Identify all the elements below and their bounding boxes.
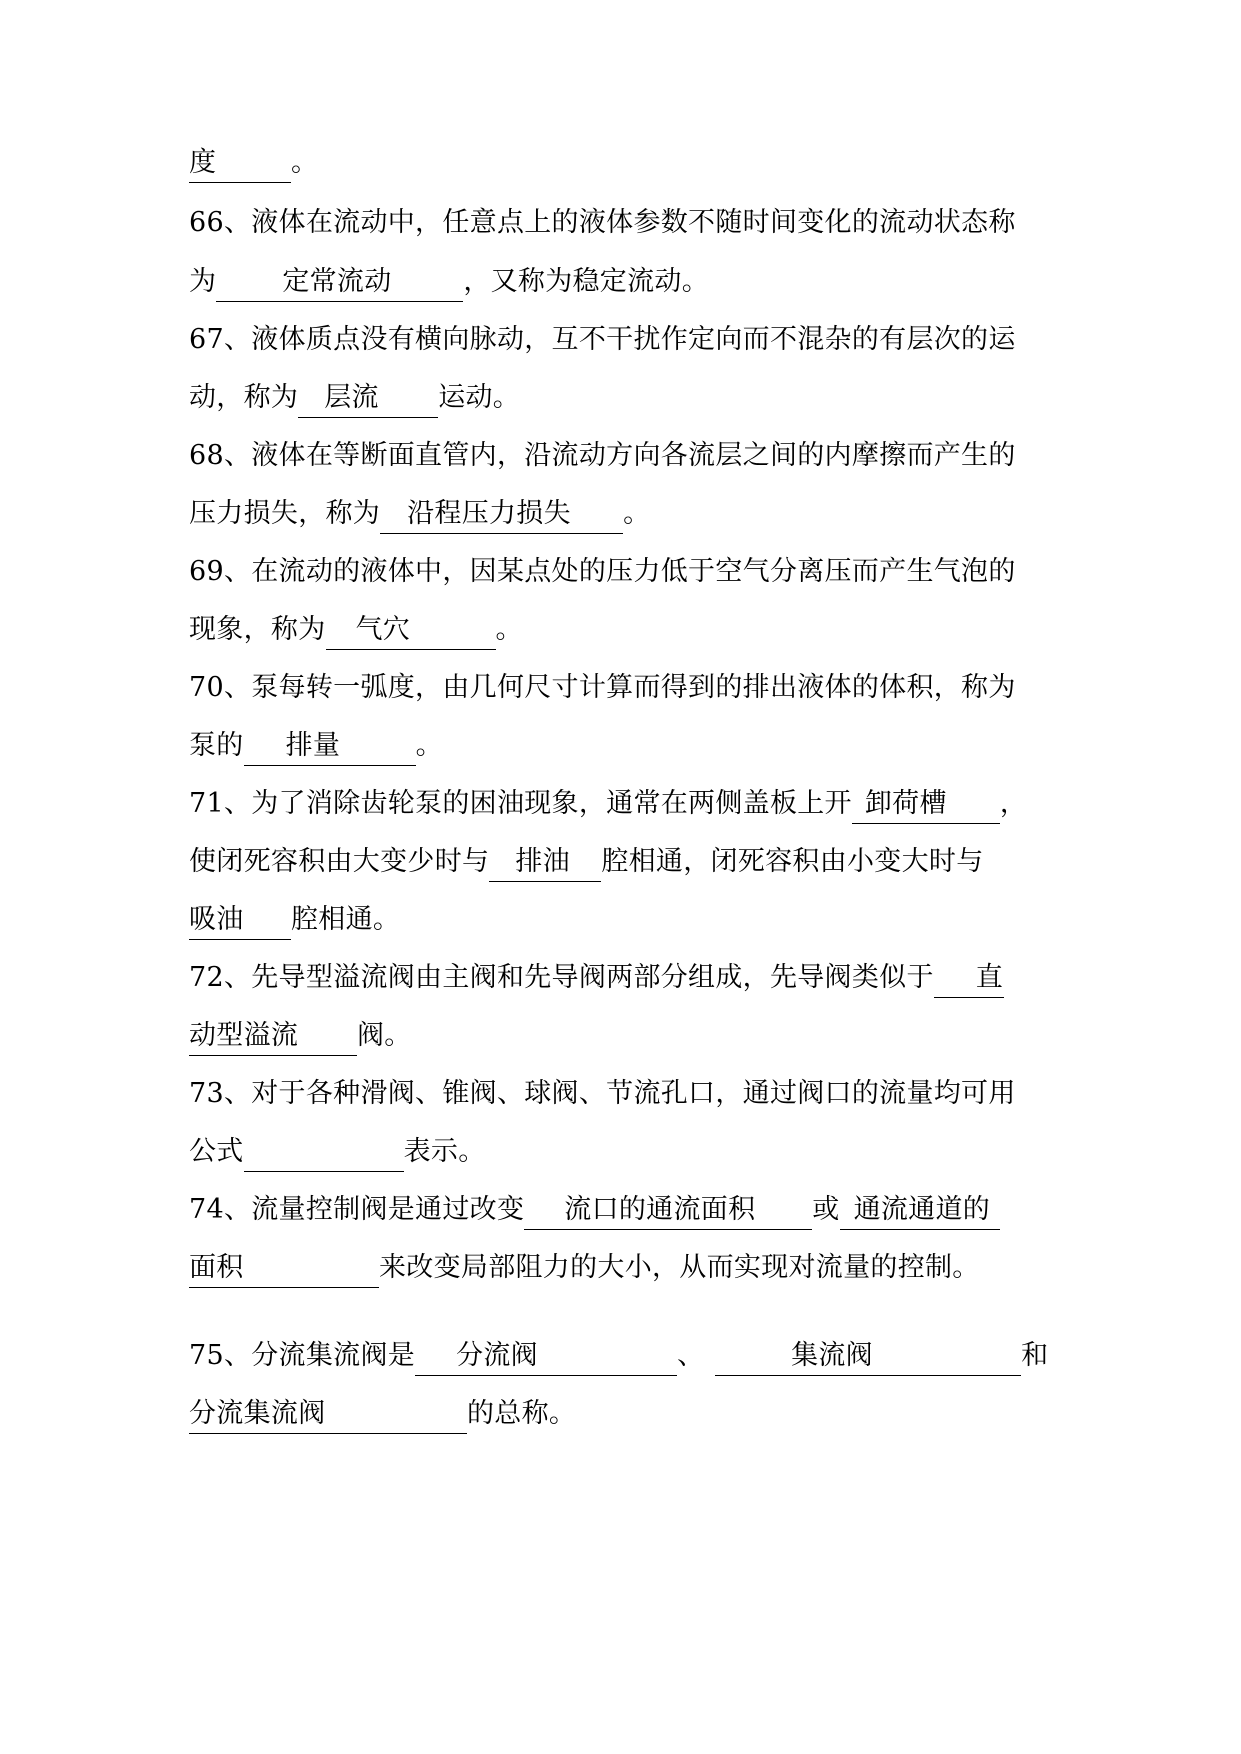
q72-post: 阀。 <box>357 1020 412 1051</box>
q74-line2 <box>189 1248 1059 1288</box>
q70-line2 <box>189 726 1059 766</box>
q74-line1 <box>189 1190 1059 1230</box>
q69-pre: 现象，称为 <box>189 614 326 645</box>
q71-line2 <box>189 842 1059 882</box>
q66-text: 66、液体在流动中，任意点上的液体参数不随时间变化的流动状态称 <box>189 207 1016 238</box>
q71-pre: 71、为了消除齿轮泵的困油现象，通常在两侧盖板上开 <box>189 788 852 819</box>
q68-post: 。 <box>623 498 651 529</box>
q71-answer1: 卸荷槽 <box>864 788 947 819</box>
q71-line1-post: ， <box>999 788 1028 819</box>
q75-line1 <box>189 1336 1059 1376</box>
q67-answer-blank <box>298 384 438 418</box>
q71-answer1-blank <box>852 790 1000 824</box>
q68-answer: 沿程压力损失 <box>407 498 571 529</box>
q66-answer-blank <box>216 268 463 302</box>
q73-answer-blank <box>244 1138 404 1172</box>
q74-pre: 74、流量控制阀是通过改变 <box>189 1194 525 1225</box>
q67-pre: 动，称为 <box>189 382 299 413</box>
q70-answer-blank <box>244 732 416 766</box>
q67-answer: 层流 <box>324 382 379 413</box>
q69-answer: 气穴 <box>355 614 411 645</box>
q67-line2 <box>189 378 1059 418</box>
q75-line2 <box>189 1394 1059 1434</box>
q75-answer3: 分流集流阀 <box>189 1398 326 1429</box>
q75-answer2: 集流阀 <box>791 1340 873 1371</box>
q70-line1 <box>189 668 1059 708</box>
q73-pre: 公式 <box>189 1136 244 1167</box>
q71-answer3: 吸油 <box>189 904 244 935</box>
q72-answer-b: 动型溢流 <box>189 1020 299 1051</box>
q65-punct: 。 <box>291 147 319 178</box>
q69-post: 。 <box>495 614 523 645</box>
q71-line2-pre: 使闭死容积由大变少时与 <box>189 846 490 877</box>
q69-line1 <box>189 552 1059 592</box>
q75-answer1: 分流阀 <box>456 1340 538 1371</box>
q75-conj: 和 <box>1021 1340 1049 1371</box>
q74-answer2a-blank <box>840 1196 1000 1230</box>
q68-line1 <box>189 436 1059 476</box>
q75-pre: 75、分流集流阀是 <box>189 1340 416 1371</box>
q72-answer-blank-a <box>934 964 1004 998</box>
q72-answer-a: 直 <box>975 962 1004 993</box>
q67-post: 运动。 <box>438 382 521 413</box>
q71-answer2-blank <box>489 848 601 882</box>
q66-line1 <box>189 203 1059 243</box>
q66-post: ，又称为稳定流动。 <box>463 266 710 297</box>
q75-post: 的总称。 <box>467 1398 577 1429</box>
q74-answer2a: 通流通道的 <box>853 1194 991 1225</box>
q71-answer2: 排油 <box>515 846 570 877</box>
q75-answer3-blank <box>189 1400 467 1434</box>
q73-text: 73、对于各种滑阀、锥阀、球阀、节流孔口，通过阀口的流量均可用 <box>189 1078 1016 1109</box>
q74-post: 来改变局部阻力的大小，从而实现对流量的控制。 <box>379 1252 980 1283</box>
q66-line2 <box>189 262 1059 302</box>
q68-pre: 压力损失，称为 <box>189 498 381 529</box>
q75-answer1-blank <box>415 1342 677 1376</box>
q68-text: 68、液体在等断面直管内，沿流动方向各流层之间的内摩擦而产生的 <box>189 440 1016 471</box>
q69-answer-blank <box>326 616 496 650</box>
q65-answer: 度 <box>189 147 217 178</box>
q71-answer3-blank <box>189 906 291 940</box>
q72-line2 <box>189 1016 1059 1056</box>
q67-line1 <box>189 320 1059 360</box>
q73-post: 表示。 <box>403 1136 486 1167</box>
q67-text: 67、液体质点没有横向脉动，互不干扰作定向而不混杂的有层次的运 <box>189 324 1016 355</box>
q74-answer2b-blank <box>189 1254 379 1288</box>
q74-answer2b: 面积 <box>189 1252 244 1283</box>
q75-sep: 、 <box>677 1340 705 1371</box>
q71-line1 <box>189 784 1059 824</box>
q70-text: 70、泵每转一弧度，由几何尺寸计算而得到的排出液体的体积，称为 <box>189 672 1016 703</box>
q71-line3 <box>189 900 1059 940</box>
q71-line2-post: 腔相通，闭死容积由小变大时与 <box>601 846 984 877</box>
q65-answer-blank <box>189 149 291 183</box>
q72-answer-blank-b <box>189 1022 357 1056</box>
q70-pre: 泵的 <box>189 730 244 761</box>
q73-line2 <box>189 1132 1059 1172</box>
q73-line1 <box>189 1074 1059 1114</box>
q70-post: 。 <box>415 730 443 761</box>
q72-pre: 72、先导型溢流阀由主阀和先导阀两部分组成，先导阀类似于 <box>189 962 934 993</box>
q66-answer: 定常流动 <box>282 266 392 297</box>
q72-line1 <box>189 958 1059 998</box>
q68-line2 <box>189 494 1059 534</box>
q65-tail-line <box>189 143 1059 183</box>
q68-answer-blank <box>380 500 623 534</box>
q66-pre: 为 <box>189 266 217 297</box>
q75-answer2-blank <box>715 1342 1021 1376</box>
q69-text: 69、在流动的液体中，因某点处的压力低于空气分离压而产生气泡的 <box>189 556 1016 587</box>
q70-answer: 排量 <box>285 730 341 761</box>
q74-answer1: 流口的通流面积 <box>564 1194 756 1225</box>
q74-answer1-blank <box>524 1196 812 1230</box>
q69-line2 <box>189 610 1059 650</box>
q74-mid: 或 <box>812 1194 840 1225</box>
q71-line3-post: 腔相通。 <box>291 904 401 935</box>
